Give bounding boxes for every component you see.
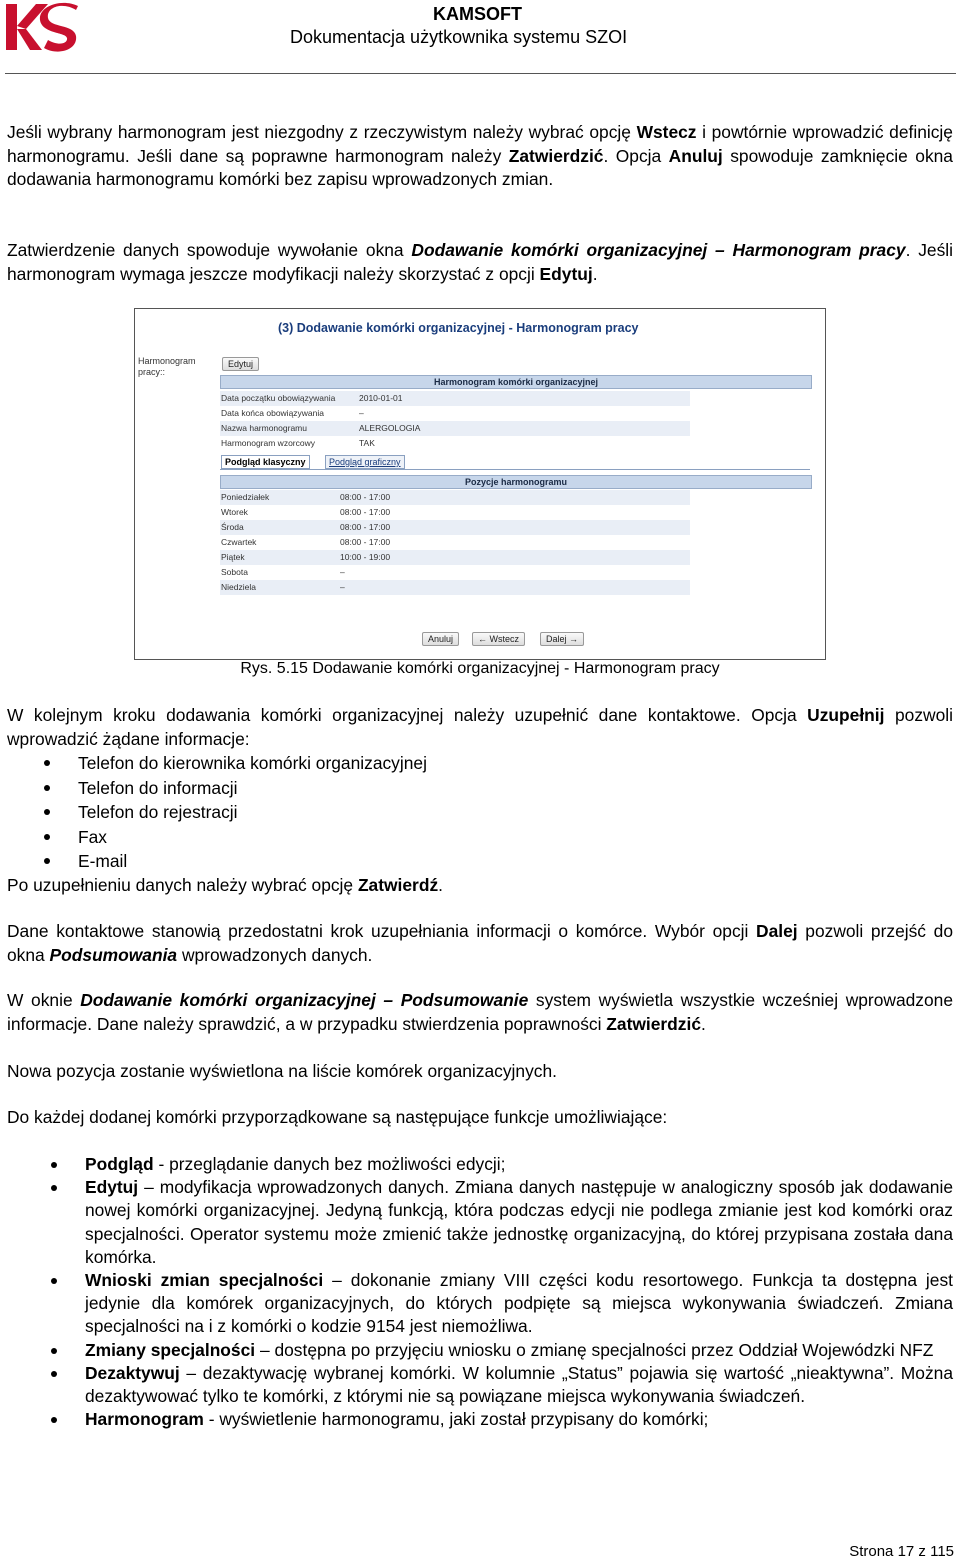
schedule-row: Poniedziałek 08:00 - 17:00 xyxy=(220,490,690,505)
bullet-icon xyxy=(51,1348,57,1354)
page-number: Strona 17 z 115 xyxy=(849,1543,954,1560)
schedule-row: Niedziela – xyxy=(220,580,690,595)
field-row: Nazwa harmonogramu ALERGOLOGIA xyxy=(220,421,690,436)
bullet-icon xyxy=(44,760,50,766)
field-row: Data końca obowiązywania – xyxy=(221,408,364,418)
edit-button[interactable]: Edytuj xyxy=(222,357,259,371)
function-item-edytuj: Edytuj – modyfikacja wprowadzonych danych. Zmiana danych następuje w analogiczny sposób jak dodawanie nowej komórki organizacyjnej. Jedyną funkcją, która podczas edycji nie podlega zmianie jest kod komórki oraz specjalności. Operator systemu może zmienić także jednostkę organizacyjną, do której przypisana została dana komórka. xyxy=(0,1176,960,1269)
paragraph-contact-step: Dane kontaktowe stanowią przedostatni krok uzupełniania informacji o komórce. Wybór opcji Dalej pozwoli przejść do okna Podsumowania wprowadzonych danych. xyxy=(7,921,953,965)
list-item: Telefon do kierownika komórki organizacyjnej xyxy=(0,751,960,776)
function-item-wnioski: Wnioski zmian specjalności – dokonanie zmiany VIII części kodu resortowego. Funkcja ta dostępna jest jedynie dla komórek organizacyjnych, do których podpięte są miejsca wykonywania świadczeń. Zmiana specjalności na i z komórki o kodzie 9154 jest niemożliwa. xyxy=(0,1269,960,1339)
functions-list xyxy=(0,1153,960,1431)
function-item-podglad: Podgląd - przeglądanie danych bez możliwości edycji; xyxy=(0,1153,960,1176)
function-item-dezaktywuj: Dezaktywuj – dezaktywację wybranej komórki. W kolumnie „Status” pojawia się wartość „nieaktywna”. Można dezaktywować tylko te komórki, z którymi nie są powiązane miejsca wykonywania świadczeń. xyxy=(0,1362,960,1408)
schedule-row: Piątek 10:00 - 19:00 xyxy=(220,550,690,565)
schedule-row: Sobota – xyxy=(221,567,345,577)
side-label: Harmonogram pracy:: xyxy=(138,356,196,377)
field-row: Harmonogram wzorcowy TAK xyxy=(221,438,375,448)
schedule-row: Czwartek 08:00 - 17:00 xyxy=(221,537,391,547)
bullet-icon xyxy=(44,809,50,815)
bullet-icon xyxy=(51,1162,57,1168)
function-item-zmiany: Zmiany specjalności – dostępna po przyjęciu wniosku o zmianę specjalności przez Oddział Wojewódzki NFZ xyxy=(0,1339,960,1362)
bullet-icon xyxy=(44,834,50,840)
tab-graphic-view[interactable]: Podgląd graficzny xyxy=(325,455,405,469)
list-item: Telefon do rejestracji xyxy=(0,800,960,825)
option-dalej: Dalej xyxy=(756,921,798,941)
list-item: Telefon do informacji xyxy=(0,776,960,801)
option-wstecz: Wstecz xyxy=(636,122,697,142)
kamsoft-logo xyxy=(6,2,80,56)
function-item-harmonogram: Harmonogram - wyświetlenie harmonogramu, jaki został przypisany do komórki; xyxy=(0,1408,960,1431)
cancel-button[interactable]: Anuluj xyxy=(422,632,459,646)
field-row: Data początku obowiązywania 2010-01-01 xyxy=(220,391,690,406)
bullet-icon xyxy=(51,1417,57,1423)
section-header-positions: Pozycje harmonogramu xyxy=(220,475,812,489)
section-header-harmonogram: Harmonogram komórki organizacyjnej xyxy=(220,375,812,389)
tab-divider xyxy=(220,469,810,470)
paragraph-intro-1: Jeśli wybrany harmonogram jest niezgodny z rzeczywistym należy wybrać opcję Wstecz i powtórnie wprowadzić definicję harmonogramu. Jeśli dane są poprawne harmonogram należy Zatwierdzić. Opcja Anuluj spowoduje zamknięcie okna dodawania harmonogramu komórki bez zapisu wprowadzonych zmian. xyxy=(7,122,953,189)
paragraph-functions-intro: Do każdej dodanej komórki przyporządkowane są następujące funkcje umożliwiające: xyxy=(7,1107,668,1127)
bullet-icon xyxy=(51,1371,57,1377)
bullet-icon xyxy=(51,1278,57,1284)
next-button[interactable]: Dalej → xyxy=(540,632,584,646)
back-button[interactable]: ← Wstecz xyxy=(472,632,525,646)
tab-classic-view[interactable]: Podgląd klasyczny xyxy=(221,455,310,469)
paragraph-intro-2: Zatwierdzenie danych spowoduje wywołanie okna Dodawanie komórki organizacyjnej – Harmonogram pracy. Jeśli harmonogram wymaga jeszcze modyfikacji należy skorzystać z opcji Edytuj. xyxy=(7,240,953,284)
window-name: Dodawanie komórki organizacyjnej – Harmonogram pracy xyxy=(411,240,906,260)
contact-list xyxy=(0,751,960,874)
document-title: Dokumentacja użytkownika systemu SZOI xyxy=(290,27,628,47)
bullet-icon xyxy=(44,858,50,864)
schedule-row: Środa 08:00 - 17:00 xyxy=(220,520,690,535)
list-item: E-mail xyxy=(0,849,960,874)
paragraph-summary: W oknie Dodawanie komórki organizacyjnej – Podsumowanie system wyświetla wszystkie wcześniej wprowadzone informacje. Dane należy sprawdzić, a w przypadku stwierdzenia poprawności Zatwierdzić. xyxy=(7,990,954,1034)
figure-caption: Rys. 5.15 Dodawanie komórki organizacyjnej - Harmonogram pracy xyxy=(240,660,720,677)
bullet-icon xyxy=(44,785,50,791)
bullet-icon xyxy=(51,1185,57,1191)
screenshot-harmonogram-pracy xyxy=(134,308,826,660)
schedule-row: Wtorek 08:00 - 17:00 xyxy=(221,507,391,517)
paragraph-contact: W kolejnym kroku dodawania komórki organizacyjnej należy uzupełnić dane kontaktowe. Opcja Uzupełnij pozwoli wprowadzić żądane informacje: xyxy=(7,705,953,749)
header-divider xyxy=(5,73,956,74)
option-edytuj: Edytuj xyxy=(539,263,593,284)
option-zatwierdz: Zatwierdź xyxy=(357,875,439,895)
option-zatwierdzic: Zatwierdzić xyxy=(508,145,604,166)
paragraph-new-position: Nowa pozycja zostanie wyświetlona na liście komórek organizacyjnych. xyxy=(7,1061,557,1081)
company-name: KAMSOFT xyxy=(433,4,522,24)
window-title: (3) Dodawanie komórki organizacyjnej - Harmonogram pracy xyxy=(278,321,639,335)
option-uzupelnij: Uzupełnij xyxy=(807,705,885,725)
list-item: Fax xyxy=(0,825,960,850)
paragraph-confirm: Po uzupełnieniu danych należy wybrać opcję Zatwierdź. xyxy=(7,875,443,895)
option-anuluj: Anuluj xyxy=(668,145,723,166)
